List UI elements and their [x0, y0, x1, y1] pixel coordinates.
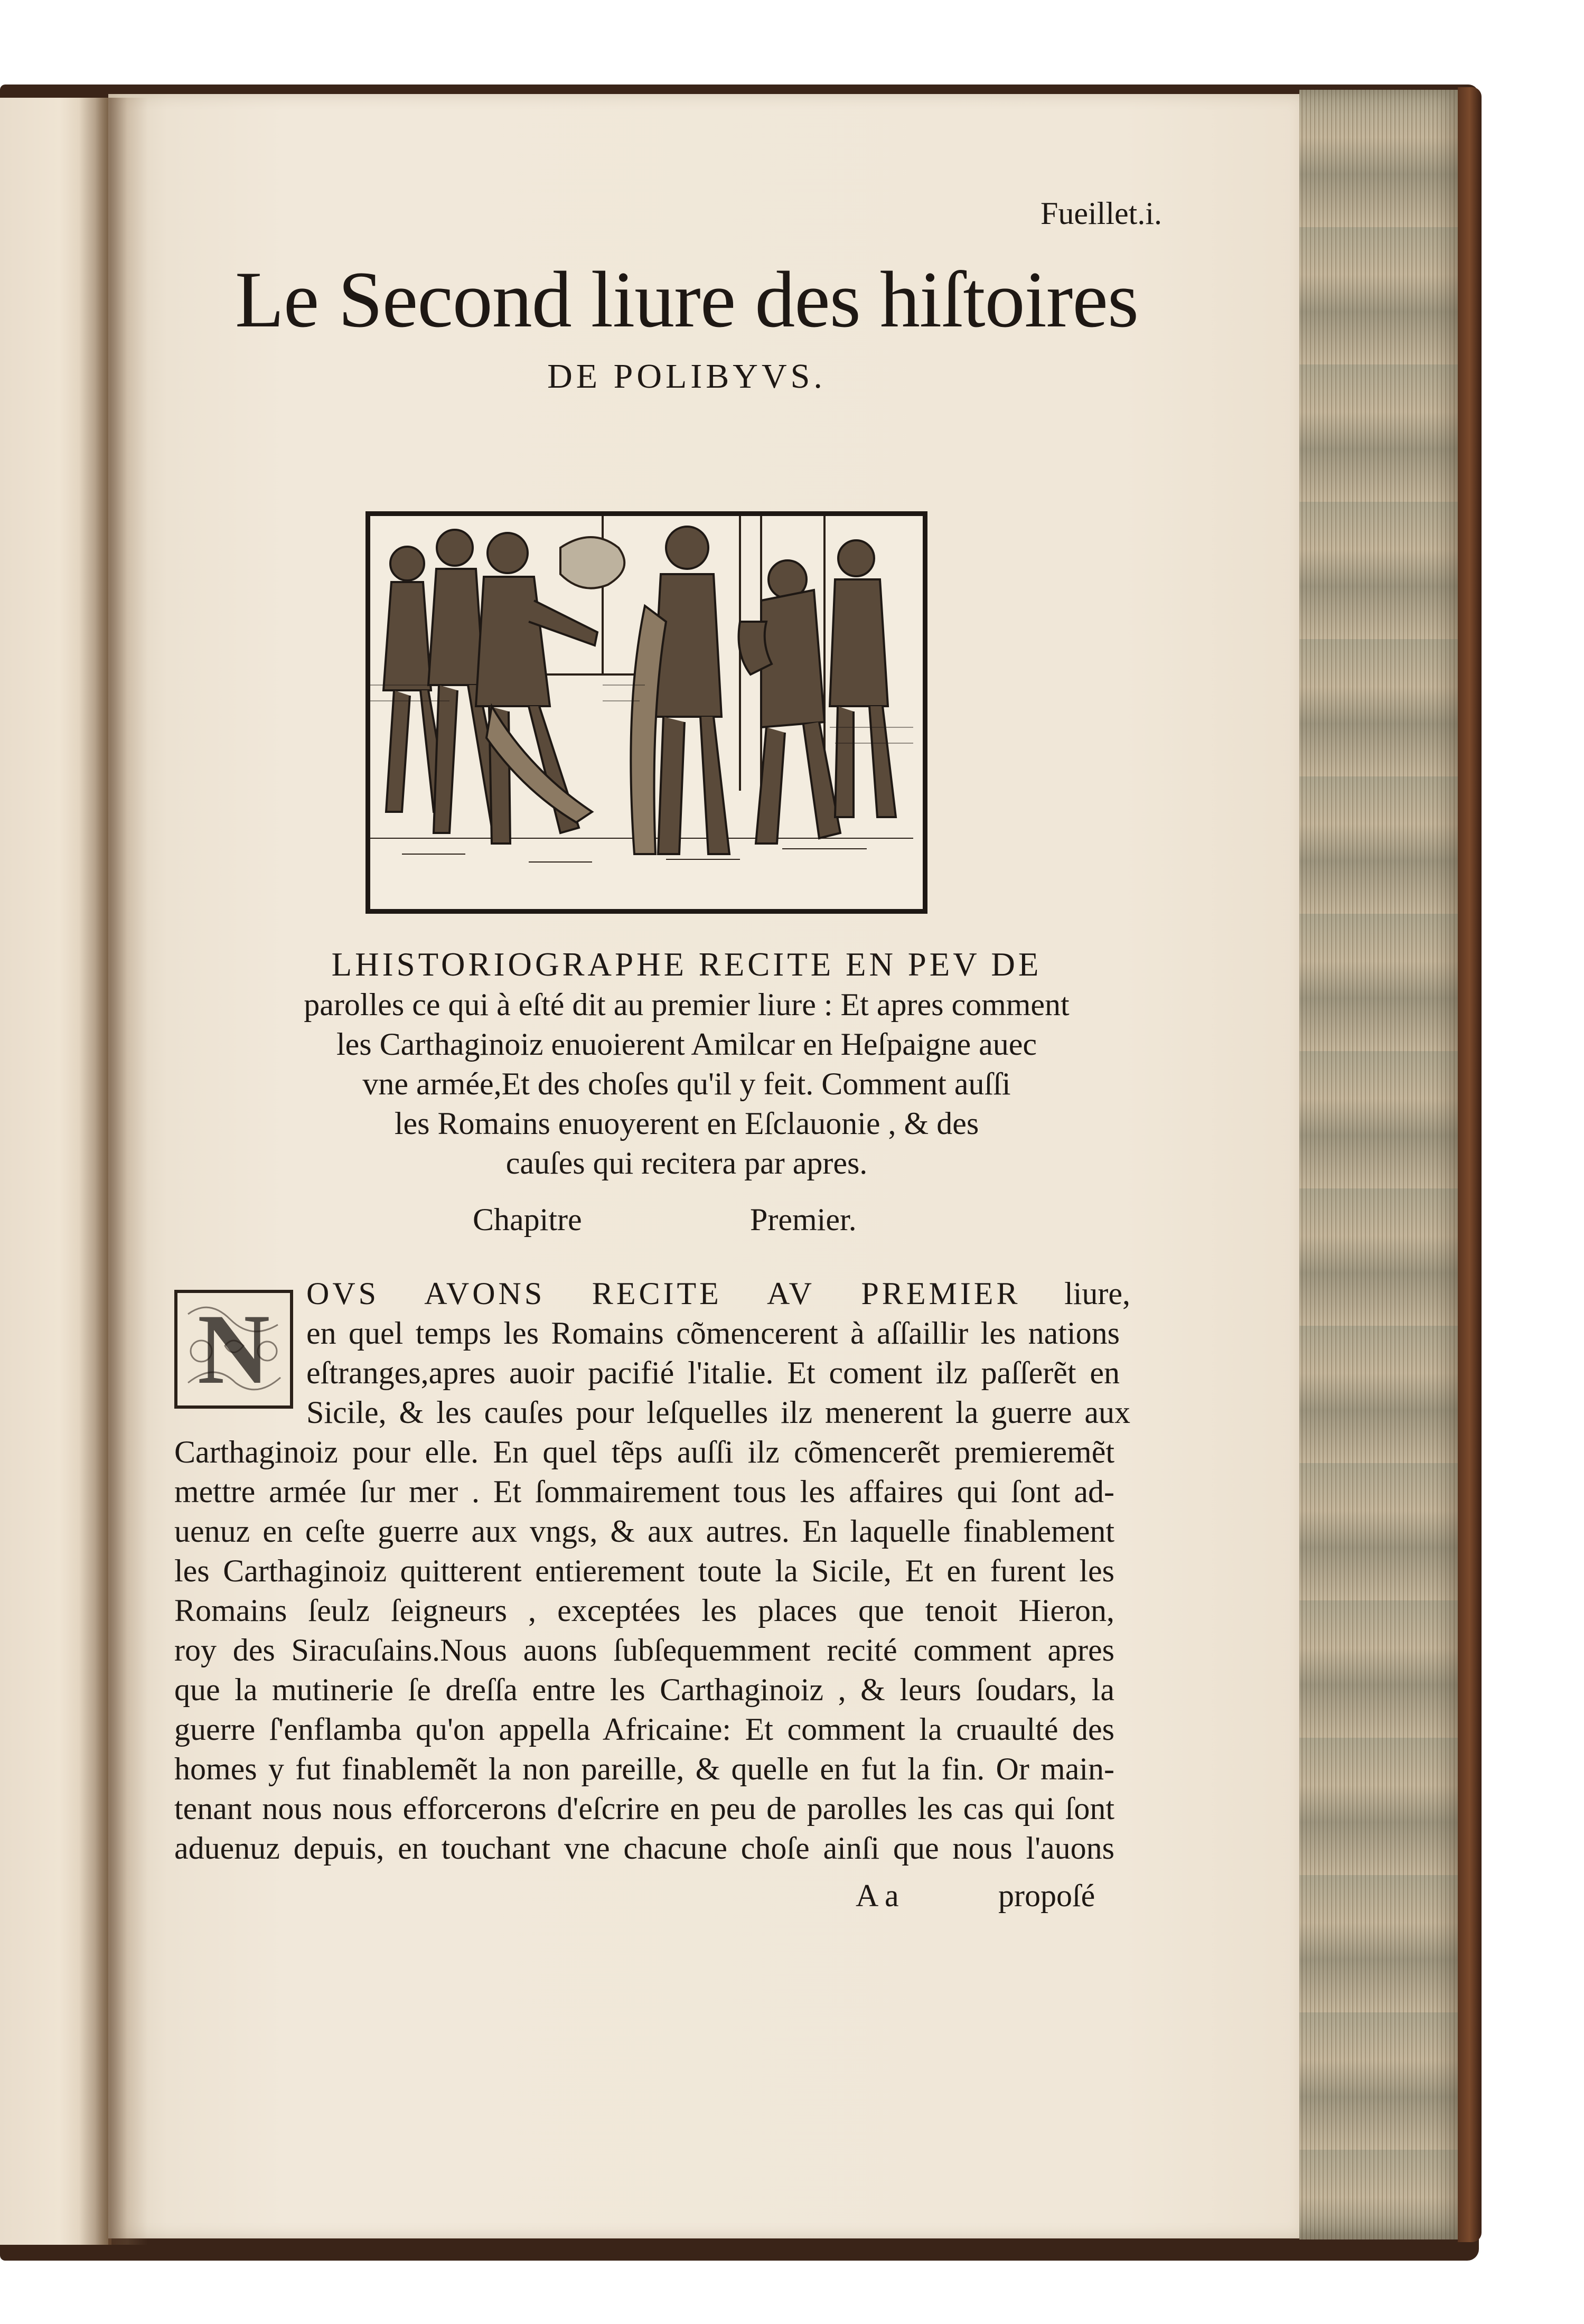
chapter-heading-line: parolles ce qui à eſté dit au premier liure : Et apres comment	[304, 987, 1070, 1022]
body-lead-caps: OVS AVONS RECITE AV PREMIER	[306, 1276, 1021, 1311]
page-subtitle: DE POLIBYVS.	[547, 357, 826, 396]
body-line: aduenuz depuis, en touchant vne chacune choſe ainſi que nous l'auons	[174, 1831, 1114, 1866]
body-line: uenuz en ceſte guerre aux vngs, & aux autres. En laquelle finablement	[174, 1514, 1114, 1549]
signature-mark: A a	[856, 1878, 899, 1913]
body-line: eſtranges,apres auoir pacifié l'italie. Et coment ilz paſſerẽt en	[306, 1355, 1120, 1390]
folio-number: Fueillet.i.	[1041, 196, 1162, 231]
body-line: Sicile, & les cauſes pour leſquelles ilz menerent la guerre aux	[306, 1395, 1130, 1430]
chapter-heading-line: cauſes qui recitera par apres.	[505, 1146, 868, 1180]
body-lead-rest: liure,	[1064, 1276, 1131, 1311]
page-fore-edge	[1299, 90, 1468, 2239]
chapter-heading-line: vne armée,Et des choſes qu'il y feit. Comment auſſi	[362, 1066, 1011, 1101]
body-line: mettre armée ſur mer . Et ſommairement tous les affaires qui ſont ad-	[174, 1474, 1114, 1509]
decorated-initial	[174, 1290, 293, 1409]
woodcut-figures-image	[370, 516, 913, 899]
chapter-label: Chapitre	[473, 1202, 582, 1237]
chapter-heading-line: les Carthaginoiz enuoierent Amilcar en Heſpaigne auec	[336, 1027, 1037, 1062]
body-line: homes y fut finablemẽt la non pareille, & quelle en fut la fin. Or main-	[174, 1751, 1114, 1786]
body-line: Romains ſeulz ſeigneurs , exceptées les places que tenoit Hieron,	[174, 1593, 1114, 1628]
chapter-number: Premier.	[750, 1202, 857, 1237]
catchword: propoſé	[998, 1878, 1095, 1913]
body-line: en quel temps les Romains cõmencerent à aſſaillir les nations	[306, 1316, 1120, 1351]
body-line: Carthaginoiz pour elle. En quel tẽps auſſi ilz cõmencerẽt premieremẽt	[174, 1435, 1114, 1469]
chapter-heading-line: les Romains enuoyerent en Eſclauonie , & des	[394, 1106, 979, 1141]
cover-edge	[1458, 87, 1482, 2242]
body-line: les Carthaginoiz quitterent entierement toute la Sicile, Et en furent les	[174, 1553, 1114, 1588]
page-title: Le Second liure des hiſtoires	[235, 255, 1139, 344]
body-line: que la mutinerie ſe dreſſa entre les Carthaginoiz , & leurs ſoudars, la	[174, 1672, 1114, 1707]
body-first-line	[306, 1276, 1130, 1312]
book-gutter	[79, 98, 148, 2245]
body-line: roy des Siracuſains.Nous auons ſubſequemment recité comment apres	[174, 1633, 1114, 1667]
body-line: tenant nous nous efforcerons d'eſcrire en peu de parolles les cas qui ſont	[174, 1791, 1114, 1826]
woodcut-illustration	[365, 511, 927, 914]
initial-letter: N	[197, 1294, 270, 1405]
chapter-heading-caps: LHISTORIOGRAPHE RECITE EN PEV DE	[331, 946, 1042, 983]
body-line: guerre ſ'enflamba qu'on appella Africaine: Et comment la cruaulté des	[174, 1712, 1114, 1747]
